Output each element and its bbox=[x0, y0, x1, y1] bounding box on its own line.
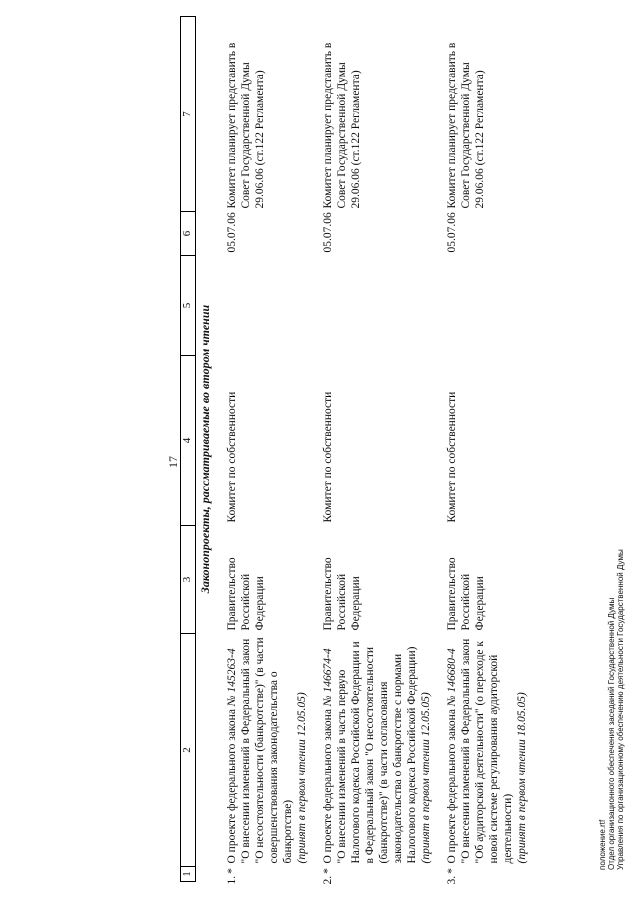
bill-text: "О внесении изменений в Федеральный закон "О несостоятельности (банкротстве)" (в части совершенствования законодательства о банкротстве) bbox=[239, 637, 294, 864]
footer-department: Отдел организационного обеспечения заседаний Государственной Думы bbox=[607, 597, 617, 870]
column-header-2: 2 bbox=[181, 634, 196, 867]
bill-text: "О внесении изменений в Федеральный закон "Об аудиторской деятельности" (о переходе к новой системе регулирования аудиторской деятельности) bbox=[459, 638, 514, 864]
column-5-cell bbox=[319, 256, 443, 356]
row-number: 2.* bbox=[321, 868, 334, 885]
date: 05.07.06 bbox=[225, 212, 238, 253]
table-row bbox=[223, 17, 319, 882]
date: 05.07.06 bbox=[321, 212, 334, 253]
row-number: 1.* bbox=[225, 868, 238, 885]
column-header-6: 6 bbox=[181, 212, 196, 256]
column-5-cell bbox=[223, 256, 319, 356]
committee-note: Комитет планирует представить в Совет Государственной Думы 29.06.06 (ст.122 Регламента) bbox=[225, 42, 266, 209]
document-footer bbox=[598, 549, 626, 870]
bill-text: "О внесении изменений в часть первую Налогового кодекса Российской Федерации и в Федеральный закон "О несостоятельности (банкротстве)" (в части согласования законодательства о банкротстве с нормами Налогового кодекса Российской Федерации) bbox=[335, 641, 418, 864]
committee: Комитет по собственности bbox=[445, 391, 458, 523]
bill-number: № 146680-4 bbox=[445, 648, 458, 707]
committee: Комитет по собственности bbox=[321, 391, 334, 523]
column-5-cell bbox=[443, 256, 539, 356]
table-row bbox=[319, 17, 443, 882]
date: 05.07.06 bbox=[445, 212, 458, 253]
bill-description bbox=[319, 634, 443, 867]
bill-description bbox=[443, 634, 539, 867]
column-header-5: 5 bbox=[181, 256, 196, 356]
star-marker: * bbox=[321, 868, 334, 874]
column-header-1: 1 bbox=[181, 867, 196, 882]
star-marker: * bbox=[225, 868, 238, 874]
first-reading-note: (принят в первом чтении 12.05.05) bbox=[419, 692, 432, 864]
table-row bbox=[443, 17, 539, 882]
column-header-4: 4 bbox=[181, 356, 196, 526]
bill-intro: О проекте федерального закона bbox=[321, 709, 334, 864]
first-reading-note: (принят в первом чтении 12.05.05) bbox=[295, 692, 308, 864]
committee-note: Комитет планирует представить в Совет Государственной Думы 29.06.06 (ст.122 Регламента) bbox=[321, 42, 362, 209]
initiator: Правительство Российской Федерации bbox=[225, 557, 266, 631]
bill-intro: О проекте федерального закона bbox=[225, 709, 238, 864]
initiator: Правительство Российской Федерации bbox=[321, 557, 362, 631]
row-number: 3.* bbox=[445, 868, 458, 885]
footer-directorate: Управления по организационному обеспечению деятельности Государственной Думы bbox=[616, 549, 626, 870]
committee: Комитет по собственности bbox=[225, 391, 238, 523]
section-title: Законопроекты, рассматриваемые во втором чтении bbox=[198, 304, 212, 594]
committee-note: Комитет планирует представить в Совет Государственной Думы 29.06.06 (ст.122 Регламента) bbox=[445, 42, 486, 209]
initiator: Правительство Российской Федерации bbox=[445, 557, 486, 631]
bill-description bbox=[223, 634, 319, 867]
column-header-3: 3 bbox=[181, 526, 196, 634]
first-reading-note: (принят в первом чтении 18.05.05) bbox=[515, 692, 528, 864]
bill-number: № 146674-4 bbox=[321, 648, 334, 707]
bill-intro: О проекте федерального закона bbox=[445, 709, 458, 864]
bill-number: № 145263-4 bbox=[225, 648, 238, 707]
agenda-table bbox=[180, 16, 539, 885]
column-header-7: 7 bbox=[181, 17, 196, 212]
page-number: 17 bbox=[166, 456, 180, 468]
column-number-row bbox=[181, 17, 196, 882]
star-marker: * bbox=[445, 868, 458, 874]
footer-filename: положение.rtf bbox=[598, 819, 607, 870]
